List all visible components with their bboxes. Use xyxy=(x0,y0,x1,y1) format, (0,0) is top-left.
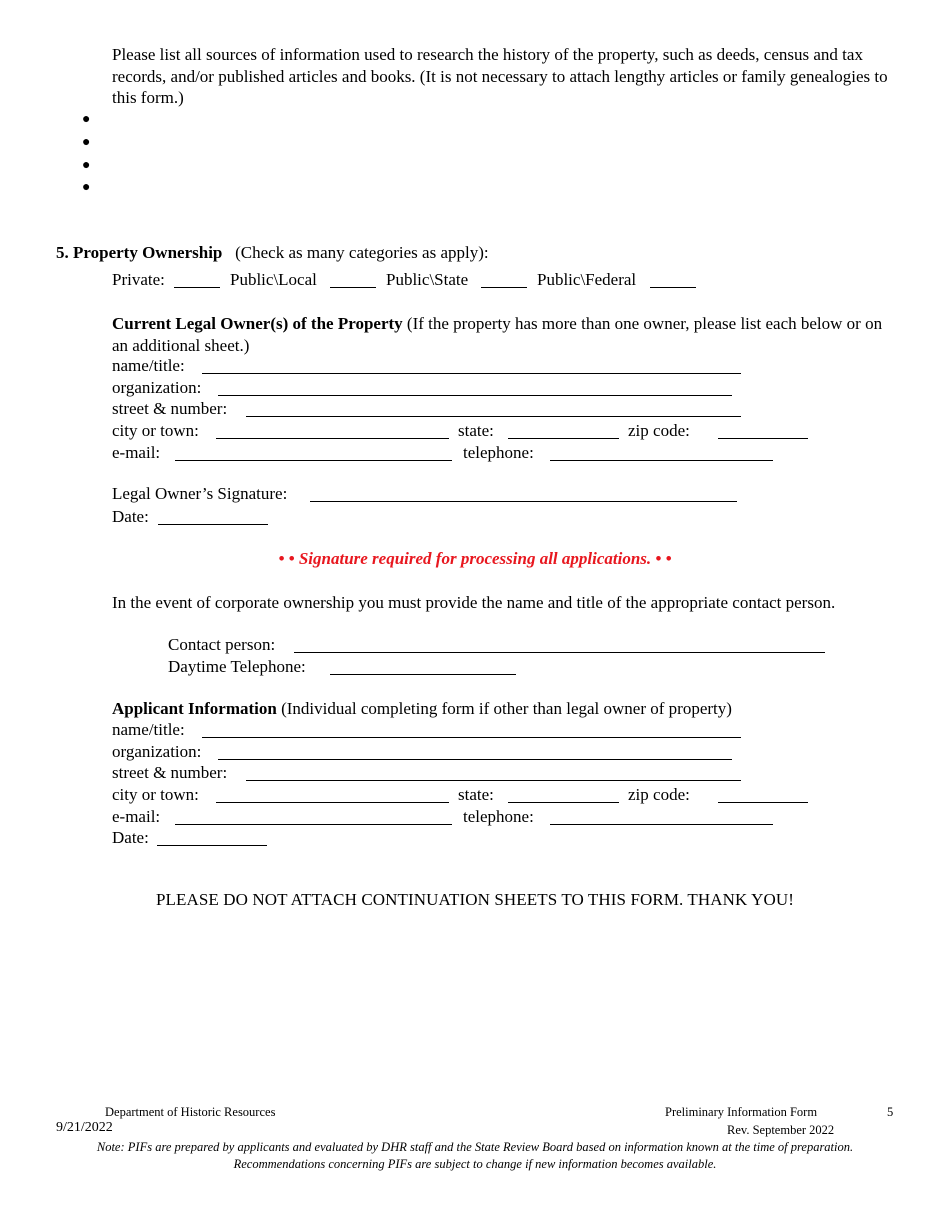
applicant-email-field[interactable] xyxy=(175,824,452,825)
applicant-org-label: organization: xyxy=(112,742,202,761)
applicant-street-label: street & number: xyxy=(112,763,228,782)
applicant-zip-label: zip code: xyxy=(628,785,690,804)
closing-notice: PLEASE DO NOT ATTACH CONTINUATION SHEETS TO THIS FORM. THANK YOU! xyxy=(155,890,795,909)
owner-email-label: e-mail: xyxy=(112,443,161,462)
owner-org-label: organization: xyxy=(112,378,202,397)
owner-date-label: Date: xyxy=(112,507,149,526)
source-bullet: ● xyxy=(82,112,91,127)
category-public-state-label: Public\State xyxy=(386,270,469,289)
owner-state-field[interactable] xyxy=(508,438,619,439)
owner-title: Current Legal Owner(s) of the Property xyxy=(112,314,403,333)
applicant-title: Applicant Information xyxy=(112,699,277,718)
daytime-phone-field[interactable] xyxy=(330,674,516,675)
section-title: 5. Property Ownership xyxy=(56,243,223,262)
footer-note-line2: Recommendations concerning PIFs are subject to change if new information becomes available. xyxy=(233,1157,717,1171)
footer-department: Department of Historic Resources xyxy=(105,1105,276,1119)
owner-signature-field[interactable] xyxy=(310,501,737,502)
owner-city-label: city or town: xyxy=(112,421,199,440)
owner-heading xyxy=(112,313,892,356)
owner-date-field[interactable] xyxy=(158,524,268,525)
owner-city-field[interactable] xyxy=(216,438,449,439)
applicant-email-label: e-mail: xyxy=(112,807,161,826)
owner-street-field[interactable] xyxy=(246,416,741,417)
footer-page-number: 5 xyxy=(887,1105,894,1119)
owner-signature-label: Legal Owner’s Signature: xyxy=(112,484,288,503)
applicant-phone-label: telephone: xyxy=(463,807,534,826)
footer-date: 9/21/2022 xyxy=(56,1120,113,1135)
signature-required-notice: • • Signature required for processing all applications. • • xyxy=(278,549,672,568)
applicant-date-label: Date: xyxy=(112,828,149,847)
section-heading xyxy=(56,242,489,264)
applicant-heading xyxy=(112,698,732,720)
owner-zip-label: zip code: xyxy=(628,421,690,440)
applicant-phone-field[interactable] xyxy=(550,824,773,825)
footer-note-line1: Note: PIFs are prepared by applicants and evaluated by DHR staff and the State Review Board based on information known at the time of preparation. xyxy=(96,1140,854,1154)
category-public-federal-label: Public\Federal xyxy=(537,270,637,289)
footer-revision: Rev. September 2022 xyxy=(727,1123,835,1137)
contact-person-label: Contact person: xyxy=(168,635,276,654)
owner-street-label: street & number: xyxy=(112,399,228,418)
corporate-instructions: In the event of corporate ownership you must provide the name and title of the appropriate contact person. xyxy=(112,593,836,612)
applicant-org-field[interactable] xyxy=(218,759,732,760)
footer-form-name: Preliminary Information Form xyxy=(665,1105,818,1119)
owner-org-field[interactable] xyxy=(218,395,732,396)
category-private-label: Private: xyxy=(112,270,165,289)
category-public-state-field[interactable] xyxy=(481,287,527,288)
owner-email-field[interactable] xyxy=(175,460,452,461)
owner-phone-field[interactable] xyxy=(550,460,773,461)
owner-zip-field[interactable] xyxy=(718,438,808,439)
applicant-city-field[interactable] xyxy=(216,802,449,803)
category-public-federal-field[interactable] xyxy=(650,287,696,288)
contact-person-field[interactable] xyxy=(294,652,825,653)
source-bullet: ● xyxy=(82,158,91,173)
applicant-city-label: city or town: xyxy=(112,785,199,804)
owner-state-label: state: xyxy=(458,421,494,440)
daytime-phone-label: Daytime Telephone: xyxy=(168,657,306,676)
applicant-note: (Individual completing form if other than legal owner of property) xyxy=(281,699,732,718)
owner-phone-label: telephone: xyxy=(463,443,534,462)
applicant-street-field[interactable] xyxy=(246,780,741,781)
source-bullet: ● xyxy=(82,135,91,150)
applicant-state-field[interactable] xyxy=(508,802,619,803)
owner-name-label: name/title: xyxy=(112,356,185,375)
applicant-name-field[interactable] xyxy=(202,737,741,738)
applicant-zip-field[interactable] xyxy=(718,802,808,803)
category-private-field[interactable] xyxy=(174,287,220,288)
applicant-state-label: state: xyxy=(458,785,494,804)
applicant-name-label: name/title: xyxy=(112,720,185,739)
source-bullet: ● xyxy=(82,180,91,195)
section-note: (Check as many categories as apply): xyxy=(235,243,489,262)
category-public-local-field[interactable] xyxy=(330,287,376,288)
category-public-local-label: Public\Local xyxy=(230,270,317,289)
applicant-date-field[interactable] xyxy=(157,845,267,846)
owner-note: (If the property has more than one owner, please list each below or on an additional sheet.) xyxy=(112,314,883,355)
sources-instructions: Please list all sources of information used to research the history of the property, such as deeds, census and tax records, and/or published articles and books. (It is not necessary to attach lengthy articles or family genealogies to this form.) xyxy=(112,45,888,107)
owner-name-field[interactable] xyxy=(202,373,741,374)
